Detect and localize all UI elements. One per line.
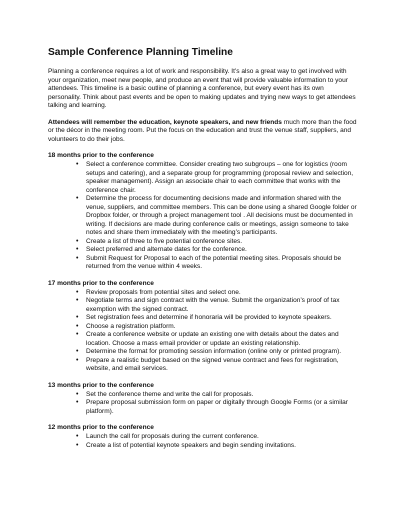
list-item: • Launch the call for proposals during the current conference.	[76, 433, 358, 442]
list-item: • Select a conference committee. Consider creating two subgroups – one for logistics (room setups and catering), and a separate group for programming (proposal review and selection, speaker management). Assign an associate chair to each committee that works with the conference chair.	[76, 161, 358, 195]
intro-paragraph: Planning a conference requires a lot of work and responsibility. It’s also a great way to get involved with your organization, meet new people, and produce an event that will provide valuable information to your attendees. This timeline is a basic outline of planning a conference, but every event has its own personality. Think about past events and be open to making updates and trying new ways to get attendees talking and learning.	[48, 68, 356, 109]
list-item: • Review proposals from potential sites and select one.	[76, 289, 358, 298]
list-item: • Determine the format for promoting session information (online only or printed program).	[76, 348, 358, 357]
list-item: • Determine the process for documenting decisions made and information shared with the venue, suppliers, and committee members. This can be done using a shared Google folder or Dropbox folder, or through a project management tool . All decisions must be documented in writing. If decisions are made during conference calls or meetings, assign someone to take notes and share them immediately with the meeting’s participants.	[76, 195, 358, 238]
list-item: • Submit Request for Proposal to each of the potential meeting sites. Proposals should be returned from the venue within 4 weeks.	[76, 255, 358, 272]
emphasis-paragraph	[48, 119, 358, 145]
list-item: • Prepare proposal submission form on paper or digitally through Google Forms (or a similar platform).	[76, 399, 358, 416]
bullet-list	[48, 391, 358, 417]
list-item: • Negotiate terms and sign contract with the venue. Submit the organization’s proof of tax exemption with the signed contract.	[76, 297, 358, 314]
list-item: • Set the conference theme and write the call for proposals.	[76, 391, 358, 400]
document-title: Sample Conference Planning Timeline	[48, 47, 233, 58]
emphasis-bold-text: Attendees will remember the education, keynote speakers, and new friends	[48, 118, 282, 126]
list-item: • Choose a registration platform.	[76, 323, 358, 332]
bullet-list	[48, 289, 358, 374]
section-13-months	[48, 382, 358, 417]
list-item: • Create a conference website or update an existing one with details about the dates and location. Choose a mass email provider or update an existing relationship.	[76, 331, 358, 348]
bullet-list	[48, 161, 358, 272]
section-12-months	[48, 424, 358, 450]
bullet-list	[48, 433, 358, 450]
section-heading: 13 months prior to the conference	[48, 381, 154, 389]
list-item: • Select preferred and alternate dates for the conference.	[76, 246, 358, 255]
section-17-months	[48, 280, 358, 374]
list-item: • Set registration fees and determine if honoraria will be provided to keynote speakers.	[76, 314, 358, 323]
list-item: • Create a list of potential keynote speakers and begin sending invitations.	[76, 442, 358, 451]
list-item: • Prepare a realistic budget based on the signed venue contract and fees for registration, website, and email services.	[76, 357, 358, 374]
section-heading: 17 months prior to the conference	[48, 279, 154, 287]
section-18-months	[48, 152, 358, 272]
emphasis-rest-text: much more than the food or the décor in the meeting room. Put the focus on the education and trust the venue staff, suppliers, and volunteers to do their jobs.	[48, 118, 357, 143]
section-heading: 12 months prior to the conference	[48, 424, 154, 431]
section-heading: 18 months prior to the conference	[48, 152, 154, 159]
list-item: • Create a list of three to five potential conference sites.	[76, 238, 358, 247]
